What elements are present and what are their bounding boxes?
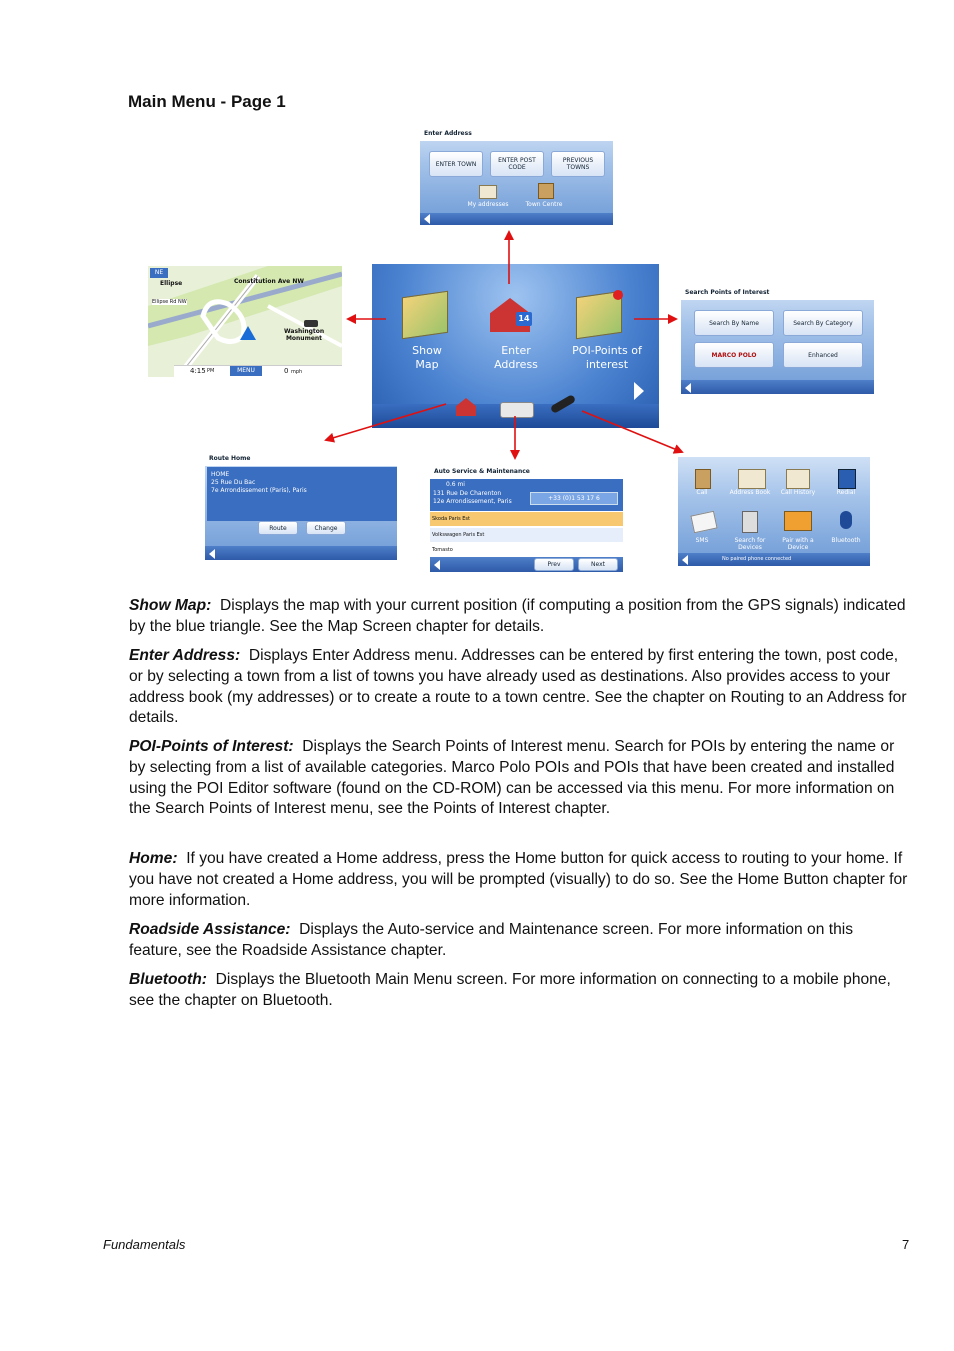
address-badge: 14 [516,312,532,326]
pair-device-label: Pair with a Device [782,537,814,551]
distance: 0.6 mi [446,481,465,488]
menu-arrows [0,0,954,600]
my-addresses-link[interactable]: My addresses [467,201,509,208]
paragraph-poi [129,737,909,820]
paragraph-enter-address [129,646,909,729]
redial-label: Redial [836,489,856,496]
address-book-label: Address Book [729,489,771,496]
town-centre-link[interactable]: Town Centre [525,201,563,208]
list-item[interactable]: Tomasto [430,543,623,557]
paragraph-bluetooth [129,970,909,1012]
route-button[interactable]: Route [258,521,298,535]
prev-button[interactable]: Prev [534,558,574,571]
address-line: 7e Arrondissement (Paris), Paris [211,487,307,494]
description: Displays the Bluetooth Main Menu screen. For more information on connecting to a mobile phone, see the chapter on Bluetooth. [129,971,891,1009]
term: Show Map: [129,597,212,614]
screen-title: Enter Address [420,127,613,141]
term: Bluetooth: [129,971,207,988]
paragraph-show-map [129,596,909,638]
map-speed-unit: mph [291,369,303,375]
address-line: 25 Rue Du Bac [211,479,256,486]
change-button[interactable]: Change [306,521,346,535]
enter-town-button[interactable]: ENTER TOWN [429,151,483,177]
description: Displays Enter Address menu. Addresses can be entered by first entering the town, post code, or by selecting a town from a list of towns you have already used as destinations. Also provides access to your address book (my addresses) or to create a route to a town centre. See the chapter on Routing to an Address for details. [129,647,907,727]
map-time-suffix: PM [207,368,215,374]
call-history-label: Call History [780,489,816,496]
paragraph-roadside [129,920,909,962]
list-item[interactable]: Skoda Paris Est [430,512,623,526]
term: Enter Address: [129,647,241,664]
screen-title: Auto Service & Maintenance [430,465,623,479]
poi-button[interactable]: POI-Points of interest [572,344,642,371]
enter-address-button[interactable]: Enter Address [494,344,538,371]
address-line: HOME [211,471,230,478]
enhanced-button[interactable]: Enhanced [783,342,863,368]
page-number: 7 [902,1237,910,1252]
map-time: 4:15 [190,367,206,375]
map-label-constitution: Constitution Ave NW [234,278,304,285]
description: Displays the Auto-service and Maintenance screen. For more information on this feature, see the Roadside Assistance chapter. [129,921,854,959]
description: Displays the map with your current position (if computing a position from the GPS signals) indicated by the blue triangle. See the Map Screen chapter for details. [129,597,906,635]
term: Roadside Assistance: [129,921,291,938]
search-by-name-button[interactable]: Search By Name [694,310,774,336]
connection-status: No paired phone connected [722,556,792,562]
call-label: Call [696,489,708,496]
address-line: 131 Rue De Charenton [433,490,502,497]
marco-polo-button[interactable]: MARCO POLO [694,342,774,368]
map-speed: 0 [284,367,289,375]
screen-title: Route Home [205,452,397,466]
footer-section: Fundamentals [103,1237,186,1252]
page-heading: Main Menu - Page 1 [128,92,286,111]
sms-label: SMS [695,537,709,544]
map-label-ellipse: Ellipse [160,280,183,287]
paragraph-home [129,849,909,911]
list-item[interactable]: Volkswagen Paris Est [430,528,623,542]
map-label-ellipse-rd: Ellipse Rd NW [152,299,187,305]
arrow-to-route-home [326,404,446,440]
show-map-button[interactable]: Show Map [412,344,442,371]
phone-button[interactable]: +33 (0)1 53 17 6 [530,492,618,505]
next-button[interactable]: Next [578,558,618,571]
description: Displays the Search Points of Interest menu. Search for POIs by entering the name or by selecting from a list of available categories. Marco Polo POIs and POIs that have been created and installed using the POI Editor software (found on the CD-ROM) can be accessed via this menu. For more information on the Search Points of Interest menu, see the Points of Interest chapter. [129,738,895,818]
description: If you have created a Home address, press the Home button for quick access to routing to your home. If you have not created a Home address, you will be prompted (visually) to do so. See the Home Button chapter for more information. [129,850,908,909]
term: Home: [129,850,178,867]
menu-button[interactable]: MENU [230,366,262,376]
address-line: 12e Arrondissement, Paris [433,498,512,505]
arrow-to-bluetooth [582,411,682,452]
term: POI-Points of Interest: [129,738,294,755]
map-label-washington: Washington Monument [284,328,325,342]
compass-badge: NE [150,268,168,278]
bluetooth-label: Bluetooth [831,537,861,544]
search-devices-label: Search for Devices [734,537,766,551]
screen-title: Search Points of Interest [681,286,874,300]
previous-towns-button[interactable]: PREVIOUS TOWNS [551,151,605,177]
search-by-category-button[interactable]: Search By Category [783,310,863,336]
enter-post-code-button[interactable]: ENTER POST CODE [490,151,544,177]
